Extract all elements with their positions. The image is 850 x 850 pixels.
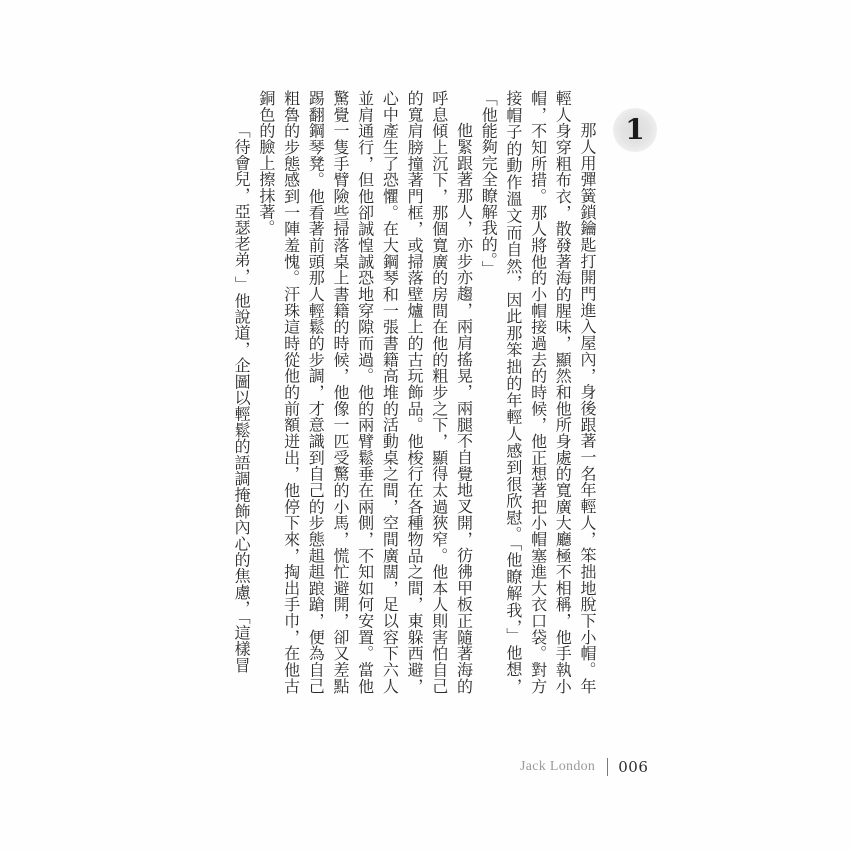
running-footer-author: Jack London <box>520 759 596 774</box>
paragraph: 那人用彈簧鎖鑰匙打開門進入屋內，身後跟著一名年輕人，笨拙地脫下小帽。年輕人身穿粗布衣，散發著海的腥味，顯然和他所身處的寬廣大廳極不相稱，他手執小帽，不知所措。那人將他的小帽接過去的時候，他正想著把小帽塞進大衣口袋。對方接帽子的動作溫文而自然，因此那笨拙的年輕人感到很欣慰。「他瞭解我，」他想，「他能夠完全瞭解我的。」 <box>479 90 597 694</box>
paragraph: 「待會兒，亞瑟老弟，」他說道，企圖以輕鬆的語調掩飾內心的焦慮，「這樣冒 <box>232 122 252 673</box>
body-text <box>228 90 599 694</box>
page-footer <box>520 755 648 779</box>
page-number: 006 <box>618 758 649 776</box>
chapter-number: 1 <box>625 113 645 146</box>
chapter-number-badge <box>613 108 657 152</box>
paragraph: 他緊跟著那人，亦步亦趨，兩肩搖晃，兩腿不自覺地叉開，彷彿甲板正隨著海的呼息傾上沉下，那個寬廣的房間在他的粗步之下，顯得太過狹窄。他本人則害怕自己的寬肩膀撞著門框，或掃落壁爐上的古玩飾品。他梭行在各種物品之間，東躲西避，心中產生了恐懼。在大鋼琴和一張書籍高堆的活動桌之間，空間廣闊，足以容下六人並肩通行，但他卻誠惶誠恐地穿隙而過。他的兩臂鬆垂在兩側，不知如何安置。當他驚覺一隻手臂險些掃落桌上書籍的時候，他像一匹受驚的小馬，慌忙避開，卻又差點踢翻鋼琴凳。他看著前頭那人輕鬆的步調，才意識到自己的步態趄趄踉蹌，便為自己粗魯的步態感到一陣羞愧。汗珠這時從他的前額迸出，他停下來，掏出手巾，在他古銅色的臉上擦抹著。 <box>256 90 474 694</box>
footer-divider <box>607 758 608 776</box>
